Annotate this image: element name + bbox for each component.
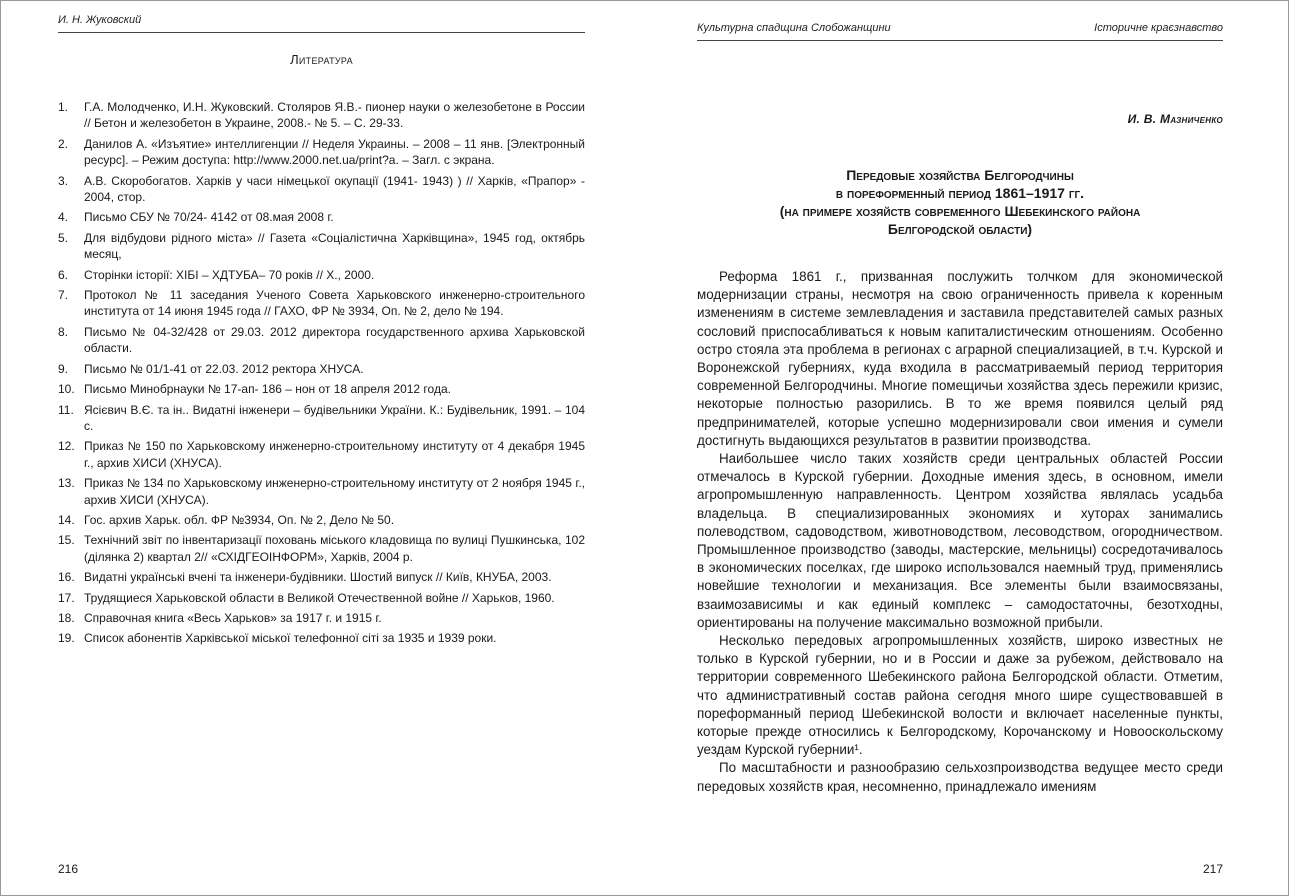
article-author: И. В. Мазниченко (1127, 112, 1223, 126)
reference-item (58, 209, 585, 225)
article-title-line: Белгородской области) (887, 221, 1033, 237)
reference-text: Письмо № 04-32/428 от 29.03. 2012 директора государственного архива Харьковской области. (84, 324, 585, 356)
reference-item (58, 569, 585, 585)
reference-number: 6. (58, 267, 69, 282)
reference-number: 11. (58, 402, 74, 417)
reference-text: Приказ № 134 по Харьковскому инженерно-строительному институту от 2 ноября 1945 г., архив ХИСИ (ХНУСА). (84, 476, 585, 507)
reference-text: А.В. Скоробогатов. Харків у часи німецької окупації (1941- 1943) ) // Харків, «Прапор» - 2004, стор. (84, 173, 585, 205)
body-paragraph: Несколько передовых агропромышленных хозяйств, широко известных не только в Курской губернии, но и в России и даже за рубежом, действовало на территории современного Шебекинского района Белгородской области. Отметим, что административный состав района сегодня много шире существовавшей в пореформанный период Шебекинской волости и включает населенные пункты, которые прежде относились к Белгородскому, Корочанскому и Новооскольскому уездам Курской губернии¹. (697, 633, 1223, 758)
article-title-line: (на примере хозяйств современного Шебекинского района (779, 203, 1141, 219)
reference-text: Г.А. Молодченко, И.Н. Жуковский. Столяров Я.В.- пионер науки о железобетоне в России // Бетон и железобетон в Украине, 2008.- № 5. – С. 29-33. (84, 100, 585, 131)
reference-number: 2. (58, 136, 69, 151)
reference-number: 12. (58, 439, 75, 454)
reference-text: Сторінки історії: ХІБІ – ХДТУБА– 70 років // Х., 2000. (84, 267, 375, 282)
journal-title: Культурна спадщина Слобожанщини (697, 22, 891, 34)
reference-number: 19. (58, 631, 75, 646)
reference-number: 10. (58, 382, 75, 397)
reference-number: 15. (58, 533, 75, 548)
reference-item (58, 381, 585, 397)
reference-number: 18. (58, 610, 75, 625)
reference-item (58, 590, 585, 606)
reference-item (58, 267, 585, 283)
reference-list (58, 99, 585, 651)
article-title (697, 166, 1223, 238)
right-running-head (697, 22, 1223, 34)
reference-item (58, 402, 585, 435)
reference-text: Список абонентів Харківської міської телефонної сіті за 1935 и 1939 роки. (84, 631, 497, 646)
reference-text: Письмо № 01/1-41 от 22.03. 2012 ректора ХНУСА. (84, 361, 364, 376)
reference-number: 17. (58, 590, 75, 605)
reference-number: 8. (58, 324, 69, 339)
reference-number: 3. (58, 173, 69, 188)
reference-text: Письмо СБУ № 70/24- 4142 от 08.мая 2008 г. (84, 210, 334, 225)
body-paragraph: По масштабности и разнообразию сельхозпроизводства ведущее место среди передовых хозяйств края, несомненно, принадлежало имениям (697, 760, 1223, 794)
reference-item (58, 475, 585, 508)
article-body (697, 268, 1223, 796)
reference-text: Письмо Минобрнауки № 17-ап- 186 – нон от 18 апреля 2012 года. (84, 382, 451, 397)
reference-item (58, 610, 585, 626)
reference-item (58, 230, 585, 263)
reference-item (58, 512, 585, 528)
reference-text: Гос. архив Харьк. обл. ФР №3934, Оп. № 2, Дело № 50. (84, 512, 395, 527)
reference-text: Приказ № 150 по Харьковскому инженерно-строительному институту от 4 декабря 1945 г., архив ХИСИ (ХНУСА). (84, 439, 585, 470)
reference-item (58, 630, 585, 646)
section-title: Литература (290, 52, 353, 67)
reference-item (58, 324, 585, 357)
body-paragraph: Реформа 1861 г., призванная послужить толчком для экономической модернизации страны, несмотря на свою ограниченность привела к коренным изменениям в системе землевладения и заставила представителей самых разных сословий приспосабливаться к новым капиталистическим отношениям. Особенно остро стояла эта проблема в регионах с аграрной специализацией, в т.ч. Курской и Воронежской губерниях, куда входила в рассматриваемый период территория современной Белгородчины. Многие помещичьи хозяйства здесь пережили кризис, некоторые полностью разорились. В то же время появился целый ряд предпринимателей, которые успешно модернизировали свои имения и сумели достигнуть выдающихся результатов в развитии производства. (697, 269, 1223, 448)
right-page (697, 0, 1223, 896)
left-header-rule (58, 32, 585, 33)
body-paragraph: Наибольшее число таких хозяйств среди центральных областей России отмечалось в Курской губернии. Доходные имения здесь, в основном, имели агропромышленную направленность. Центром хозяйства являлась усадьба владельца. В специализированных экономиях и хуторах занимались полеводством, садоводством, животноводством, лесоводством, огородничеством. Промышленное производство (заводы, мастерские, мельницы) сосредотачивалось в экономических поселках, где широко использовался наемный труд, применялись новейшие технологии и механизация. Все элементы были взаимосвязаны, взаимозависимы и как единый комплекс – самодостаточны, безотходны, ориентированы на получение максимально возможной прибыли. (697, 451, 1223, 630)
reference-text: Ясієвич В.Є. та ін.. Видатні інженери – будівельники України. К.: Будівельник, 1991. – 104 с. (84, 402, 585, 433)
left-page (58, 0, 585, 896)
reference-item (58, 173, 585, 206)
reference-number: 14. (58, 512, 75, 527)
right-header-rule (697, 40, 1223, 41)
reference-text: Трудящиеся Харьковской области в Великой Отечественной войне // Харьков, 1960. (84, 590, 555, 605)
reference-item (58, 438, 585, 471)
reference-item (58, 136, 585, 169)
reference-number: 13. (58, 476, 75, 491)
reference-number: 16. (58, 570, 75, 585)
reference-number: 1. (58, 100, 69, 114)
right-page-number: 217 (1202, 862, 1223, 876)
reference-text: Справочная книга «Весь Харьков» за 1917 г. и 1915 г. (84, 610, 382, 625)
reference-text: Протокол № 11 заседания Ученого Совета Харьковского инженерно-строительного института от 14 июня 1945 года // ГАХО, ФР № 3934, Оп. № 2, дело № 194. (84, 288, 585, 319)
reference-item (58, 532, 585, 565)
article-title-line: Передовые хозяйства Белгородчины (846, 167, 1074, 183)
reference-text: Технічний звіт по інвентаризації поховань міського кладовища по вулиці Пушкинська, 102 (ділянка 2) квартал 2// «СХІДГЕОІНФОРМ», Харків, 2004 р. (84, 533, 585, 564)
reference-number: 5. (58, 230, 69, 245)
article-title-line: в пореформенный период 1861–1917 гг. (835, 185, 1085, 201)
left-running-head (58, 14, 585, 26)
left-running-head-author: И. Н. Жуковский (58, 14, 142, 26)
reference-number: 4. (58, 210, 69, 225)
reference-item (58, 361, 585, 377)
reference-item (58, 99, 585, 132)
left-page-number: 216 (58, 862, 79, 876)
reference-text: Видатні українські вчені та інженери-будівники. Шостий випуск // Київ, КНУБА, 2003. (84, 570, 552, 585)
reference-number: 9. (58, 361, 69, 376)
journal-section: Історичне краєзнавство (1094, 22, 1223, 34)
reference-number: 7. (58, 288, 69, 303)
reference-item (58, 287, 585, 320)
reference-text: Для відбудови рідного міста» // Газета «Соціалістична Харківщина», 1945 год, октябрь месяц, (84, 230, 585, 262)
reference-text: Данилов А. «Изъятие» интеллигенции // Неделя Украины. – 2008 – 11 янв. [Электронный ресурс]. – Режим доступа: http://www.2000.net.ua/print?a. – Загл. с экрана. (84, 136, 585, 168)
